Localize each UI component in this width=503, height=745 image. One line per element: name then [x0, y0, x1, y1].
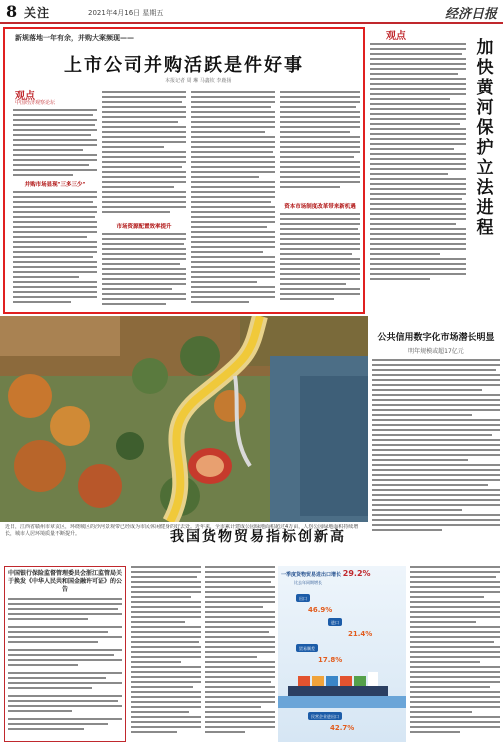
infographic-item-value: 17.8% — [318, 656, 343, 664]
text-lines — [370, 43, 466, 293]
page-number: 8 — [6, 2, 18, 21]
infographic-headline-text: 一季度货物贸易进出口增长 — [281, 572, 342, 578]
credit-article-subtitle: 明年规模或超17亿元 — [408, 348, 464, 355]
text-lines — [13, 189, 97, 309]
viewpoint-label: 观点 — [386, 31, 406, 42]
trade-column-3 — [410, 566, 500, 742]
text-lines — [280, 211, 360, 309]
lead-section-label: 观点 — [15, 91, 35, 102]
lead-column-4 — [280, 87, 364, 197]
lead-headline[interactable]: 上市公司并购活跃是件好事 — [64, 55, 304, 76]
cargo-ship-icon — [278, 668, 406, 708]
trade-headline[interactable]: 我国货物贸易指标创新高 — [170, 529, 346, 545]
notice-title: 中国银行保险监督管理委员会浙江监管局关于换发《中华人民共和国金融许可证》的公告 — [8, 570, 123, 593]
infographic-sub: 比去年同期增长 — [294, 580, 322, 585]
trade-column-1 — [131, 566, 201, 742]
text-lines — [191, 87, 275, 309]
lead-byline: 本报记者 周 琳 马鑫钦 李鹿扬 — [165, 78, 232, 84]
infographic-item-label: 进口 — [328, 618, 342, 626]
lead-story-box[interactable] — [3, 27, 365, 314]
lead-column-1b — [13, 189, 97, 309]
infographic-item-label: 贸易顺差 — [296, 644, 318, 652]
lead-subhead-3: 资本市场制度改革带来新机遇 — [284, 204, 356, 210]
text-lines — [131, 566, 201, 742]
masthead-logo: 经济日报 — [444, 7, 497, 22]
park-photo — [0, 316, 368, 522]
page-header — [0, 0, 503, 24]
credit-article-title[interactable]: 公共信用数字化市场潜长明显 — [377, 333, 495, 343]
infographic-item-value: 42.7% — [330, 724, 355, 732]
trade-column-2 — [205, 566, 275, 742]
infographic-item-label: 出口 — [296, 594, 310, 602]
lead-column-2b — [102, 231, 186, 309]
lead-section-sub: 中国经济观察论坛 — [15, 100, 56, 106]
trade-infographic — [278, 566, 406, 742]
park-aerial-image — [0, 316, 368, 522]
credit-article — [372, 330, 500, 538]
lead-column-4b — [280, 211, 364, 309]
infographic-item-label: 民营企业进出口 — [308, 712, 342, 720]
lead-subhead-2: 市场资源配置效率提升 — [116, 224, 172, 230]
notice-box — [4, 566, 126, 742]
lead-kicker: 新规落地一年有余，并购大案频现—— — [15, 34, 134, 42]
section-title: 关注 — [24, 6, 51, 20]
infographic-headline-value: 29.2% — [342, 569, 371, 578]
viewpoint-column — [370, 27, 466, 297]
text-lines — [102, 231, 186, 309]
lead-column-3 — [191, 87, 275, 309]
text-lines — [410, 566, 500, 742]
issue-date: 2021年4月16日 星期五 — [88, 9, 164, 17]
text-lines — [280, 87, 360, 197]
infographic-item-value: 46.9% — [308, 606, 333, 614]
viewpoint-vertical-title[interactable]: 加快黄河保护立法进程 — [476, 38, 494, 238]
text-lines — [205, 566, 275, 742]
infographic-item-value: 21.4% — [348, 630, 373, 638]
text-lines — [8, 598, 122, 738]
photo-caption-text: 近日，江西省赣州市章贡区，环绕城区的沙河景观带已经成为市民休闲健身的好去处。近年来，全市累计建成公园绿地面积超过4万亩，人均公园绿地面积持续增长，城市人居环境质量不断提升。 — [5, 524, 359, 537]
text-lines — [372, 359, 500, 534]
infographic-headline — [281, 569, 403, 578]
lead-subhead-1: 并购市场显现"三多三少" — [24, 182, 86, 188]
